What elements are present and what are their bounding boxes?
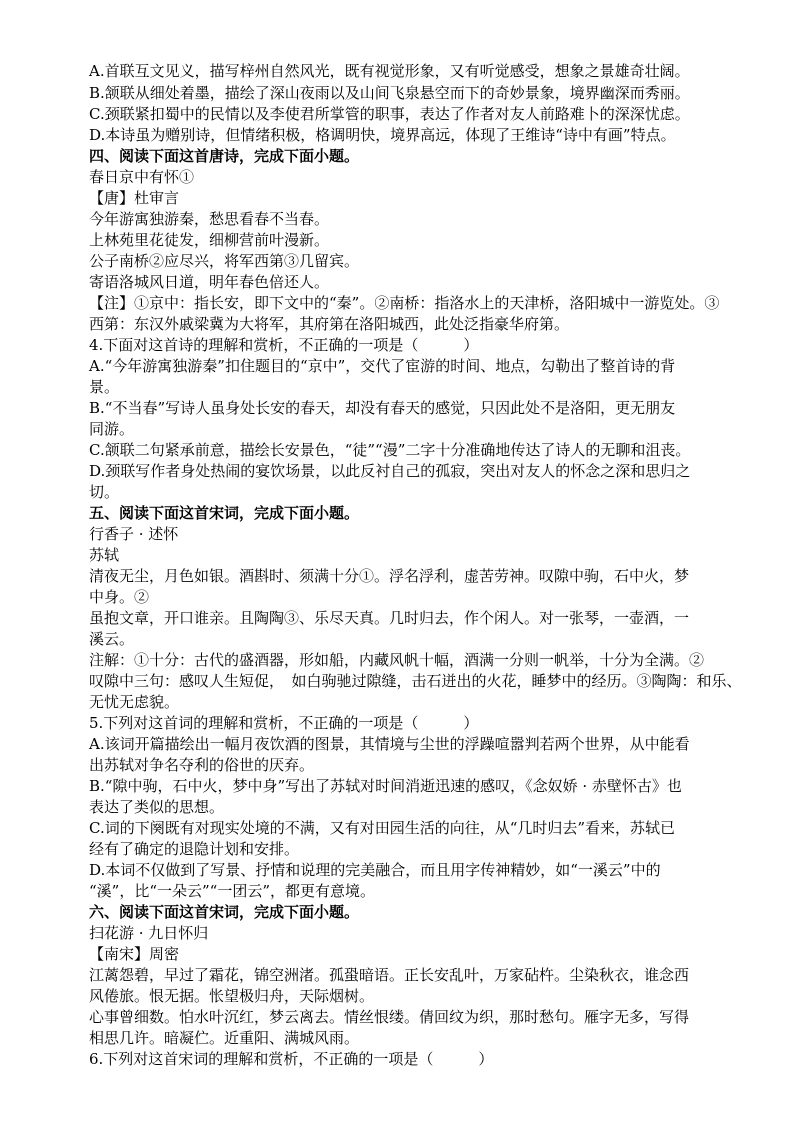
poem-author: 苏轼 bbox=[89, 546, 120, 564]
option-c-line: C.颈联紧扣蜀中的民情以及李使君所掌管的职事，表达了作者对友人前路难卜的深深忧虑。 bbox=[89, 105, 690, 123]
poem-title: 春日京中有怀① bbox=[89, 168, 195, 186]
poem-line: 江蓠怨碧，早过了霜花，锦空洲渚。孤蛩暗语。正长安乱叶，万家砧杵。尘染秋衣，谁念西 bbox=[89, 966, 690, 984]
question-5: 5.下列对这首词的理解和赏析，不正确的一项是（ ） bbox=[89, 714, 479, 732]
poem-line: 公子南桥②应尽兴，将军西第③几留宾。 bbox=[89, 252, 360, 270]
option-c-line: C.词的下阕既有对现实处境的不满，又有对田园生活的向往，从“几时归去”看来，苏轼已 bbox=[89, 819, 676, 837]
note-line: 叹隙中三句：感叹人生短促， 如白驹驰过隙缝，击石迸出的火花，睡梦中的经历。③陶陶：和乐、 bbox=[89, 672, 742, 690]
poem-line: 上林苑里花徒发，细柳营前叶漫新。 bbox=[89, 231, 330, 249]
option-a-line: 出苏轼对争名夺利的俗世的厌弃。 bbox=[89, 756, 315, 774]
poem-author: 【南宋】周密 bbox=[89, 945, 180, 963]
poem-line: 溪云。 bbox=[89, 630, 135, 648]
note-line: 无忧无虑貌。 bbox=[89, 693, 180, 711]
option-d-line: D.颈联写作者身处热闹的宴饮场景，以此反衬自己的孤寂，突出对友人的怀念之深和思归之 bbox=[89, 462, 691, 480]
option-a-line: 景。 bbox=[89, 378, 120, 396]
section-heading-4: 四、阅读下面这首唐诗，完成下面小题。 bbox=[89, 147, 360, 165]
poem-line: 心事曾细数。怕水叶沉红，梦云离去。情丝恨缕。倩回纹为织，那时愁句。雁字无多，写得 bbox=[89, 1008, 690, 1026]
section-heading-6: 六、阅读下面这首宋词，完成下面小题。 bbox=[89, 903, 360, 921]
option-b-line: B.颔联从细处着墨，描绘了深山夜雨以及山间飞泉悬空而下的奇妙景象，境界幽深而秀丽。 bbox=[89, 84, 690, 102]
poem-line: 风倦旅。恨无据。怅望极归舟，天际烟树。 bbox=[89, 987, 375, 1005]
option-c-line: C.颔联二句紧承前意，描绘长安景色，“徒”“漫”二字十分准确地传达了诗人的无聊和沮丧。 bbox=[89, 441, 691, 459]
section-heading-5: 五、阅读下面这首宋词，完成下面小题。 bbox=[89, 504, 360, 522]
poem-line: 清夜无尘，月色如银。酒斟时、须满十分①。浮名浮利，虚苦劳神。叹隙中驹，石中火，梦 bbox=[89, 567, 690, 585]
poem-line: 今年游寓独游秦，愁思看春不当春。 bbox=[89, 210, 330, 228]
poem-line: 寄语洛城风日道，明年春色倍还人。 bbox=[89, 273, 330, 291]
poem-line: 虽抱文章，开口谁亲。且陶陶③、乐尽天真。几时归去，作个闲人。对一张琴，一壶酒，一 bbox=[89, 609, 690, 627]
option-a-line: A.“今年游寓独游秦”扣住题目的“京中”，交代了宦游的时间、地点，勾勒出了整首诗的背 bbox=[89, 357, 676, 375]
question-6: 6.下列对这首宋词的理解和赏析，不正确的一项是（ ） bbox=[89, 1050, 494, 1068]
poem-line: 中身。② bbox=[89, 588, 150, 606]
option-b-line: B.“不当春”写诗人虽身处长安的春天，却没有春天的感觉，只因此处不是洛阳，更无朋友 bbox=[89, 399, 676, 417]
option-a-line: A.该词开篇描绘出一幅月夜饮酒的图景，其情境与尘世的浮躁喧嚣判若两个世界，从中能看 bbox=[89, 735, 690, 753]
option-a-line: A.首联互文见义，描写梓州自然风光，既有视觉形象，又有听觉感受，想象之景雄奇壮阔。 bbox=[89, 62, 690, 80]
option-b-line: 表达了类似的思想。 bbox=[89, 798, 225, 816]
option-b-line: B.“隙中驹，石中火，梦中身”写出了苏轼对时间消逝迅速的感叹，《念奴娇 · 赤壁怀古》也 bbox=[89, 777, 682, 795]
note-line: 注解：①十分：古代的盛酒器，形如船，内藏风帆十幅，酒满一分则一帆举，十分为全满。② bbox=[89, 651, 705, 669]
note-line: 【注】①京中：指长安，即下文中的“秦”。②南桥：指洛水上的天津桥，洛阳城中一游览处。③ bbox=[89, 294, 720, 312]
option-d-line: D.本词不仅做到了写景、抒情和说理的完美融合，而且用字传神精妙，如“一溪云”中的 bbox=[89, 861, 661, 879]
option-b-line: 同游。 bbox=[89, 420, 135, 438]
option-d-line: D.本诗虽为赠别诗，但情绪积极，格调明快，境界高远，体现了王维诗“诗中有画”特点。 bbox=[89, 126, 676, 144]
poem-title: 行香子 · 述怀 bbox=[89, 525, 179, 543]
poem-author: 【唐】杜审言 bbox=[89, 189, 180, 207]
poem-line: 相思几许。暗凝伫。近重阳、满城风雨。 bbox=[89, 1029, 360, 1047]
poem-title: 扫花游 · 九日怀归 bbox=[89, 924, 209, 942]
option-d-line: “溪”，比“一朵云”“一团云”，都更有意境。 bbox=[89, 882, 376, 900]
note-line: 西第：东汉外戚梁冀为大将军，其府第在洛阳城西，此处泛指豪华府第。 bbox=[89, 315, 570, 333]
option-d-line: 切。 bbox=[89, 483, 120, 501]
question-4: 4.下面对这首诗的理解和赏析，不正确的一项是（ ） bbox=[89, 336, 479, 354]
option-c-line: 经有了确定的退隐计划和安排。 bbox=[89, 840, 300, 858]
